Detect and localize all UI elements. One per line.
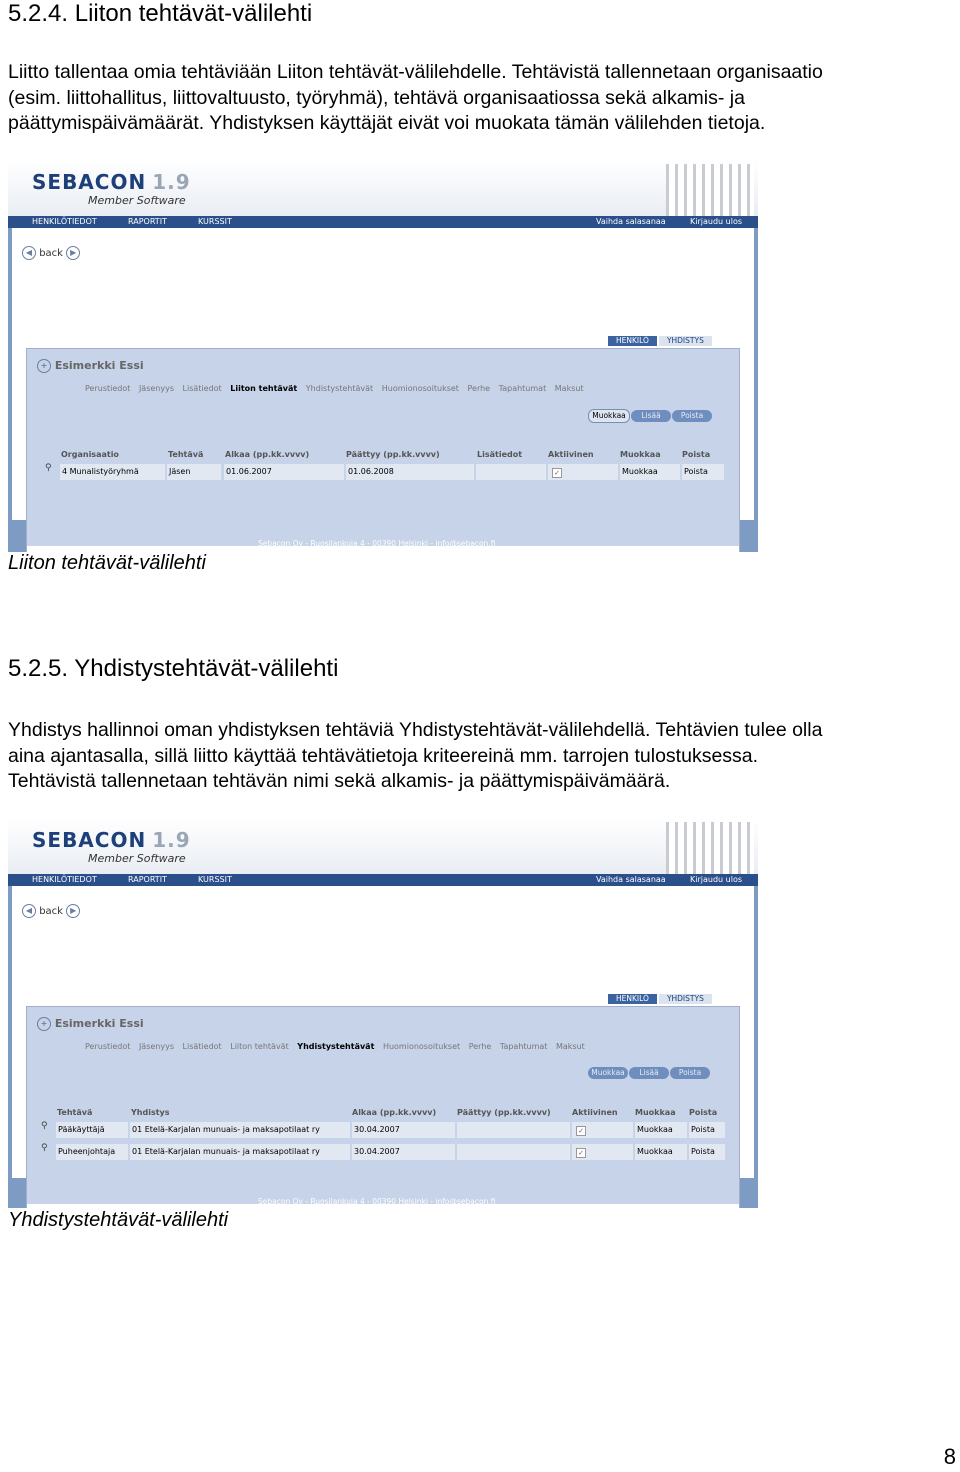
sub-tabs [85,384,590,393]
back-arrow-icon[interactable]: ◀ [22,904,36,918]
nav-kirjaudu-ulos[interactable]: Kirjaudu ulos [690,217,742,226]
tab-perustiedot[interactable]: Perustiedot [85,1042,131,1051]
tab-henkilo[interactable]: HENKILÖ [608,994,657,1004]
section-heading-yhdistystehtavat: 5.2.5. Yhdistystehtävät-välilehti [8,655,339,682]
col-header: Alkaa (pp.kk.vvvv) [225,450,310,459]
tab-maksut[interactable]: Maksut [554,384,584,393]
tab-liiton-tehtavat[interactable]: Liiton tehtävät [230,1042,289,1051]
col-header: Organisaatio [61,450,119,459]
tab-perhe[interactable]: Perhe [468,1042,492,1051]
magnifier-icon[interactable]: ⚲ [45,463,52,473]
person-title: + Esimerkki Essi [37,359,144,373]
table-cell: 30.04.2007 [352,1144,455,1160]
paragraph-line: aina ajantasalla, sillä liitto käyttää tehtävätietoja kriteereinä mm. tarrojen tulostuksessa. [8,744,759,767]
magnifier-icon[interactable]: ⚲ [41,1121,48,1131]
person-tabs [606,994,712,1004]
edit-row-link[interactable]: Muokkaa [635,1122,687,1138]
edit-button[interactable]: Muokkaa [588,1067,628,1079]
nav-kurssit[interactable]: KURSSIT [198,217,232,226]
app-footer: Sebacon Oy - Ruosilankuja 4 - 00390 Helsinki - info@sebacon.fi [258,539,496,548]
active-checkbox[interactable]: ✓ [576,1126,586,1136]
app-logo: SEBACON 1.9 [32,170,191,194]
col-header: Tehtävä [168,450,204,459]
app-header [8,818,758,874]
col-header: Alkaa (pp.kk.vvvv) [352,1108,437,1117]
header-stripes [666,822,754,874]
delete-row-link[interactable]: Poista [689,1122,725,1138]
col-header: Muokkaa [635,1108,676,1117]
delete-button[interactable]: Poista [672,410,712,422]
paragraph-line: (esim. liittohallitus, liittovaltuusto, työryhmä), tehtävä organisaatiossa sekä alkamis- ja [8,86,745,109]
content-panel [12,886,754,1178]
app-logo: SEBACON 1.9 [32,828,191,852]
forward-arrow-icon[interactable]: ▶ [66,246,80,260]
nav-kirjaudu-ulos[interactable]: Kirjaudu ulos [690,875,742,884]
tab-jasenyys[interactable]: Jäsenyys [138,1042,174,1051]
col-header: Poista [682,450,711,459]
section-paragraph-1 [8,60,953,137]
action-buttons [587,1067,710,1079]
nav-henkilotiedot[interactable]: HENKILÖTIEDOT [32,217,97,226]
add-button[interactable]: Lisää [631,410,671,422]
person-icon: + [37,1017,51,1031]
delete-row-link[interactable]: Poista [689,1144,725,1160]
tab-liiton-tehtavat[interactable]: Liiton tehtävät [230,384,298,393]
tab-huomionosoitukset[interactable]: Huomionosoitukset [381,384,459,393]
table-cell: 01.06.2008 [346,464,474,480]
tab-lisatiedot[interactable]: Lisätiedot [182,1042,222,1051]
screenshot-yhdistystehtavat [8,818,758,1208]
nav-vaihda-salasanaa[interactable]: Vaihda salasanaa [596,217,666,226]
table-cell: Jäsen [167,464,221,480]
nav-raportit[interactable]: RAPORTIT [128,217,167,226]
tab-huomionosoitukset[interactable]: Huomionosoitukset [382,1042,461,1051]
paragraph-line: päättymispäivämäärät. Yhdistyksen käyttäjät eivät voi muokata tämän välilehden tietoja. [8,112,766,134]
figure-caption-1: Liiton tehtävät-välilehti [8,552,206,574]
magnifier-icon[interactable]: ⚲ [41,1143,48,1153]
table-cell [457,1144,570,1160]
app-header [8,160,758,216]
person-panel [26,348,740,548]
tab-perustiedot[interactable]: Perustiedot [85,384,131,393]
table-cell: 4 Munalistyöryhmä [60,464,165,480]
paragraph-line: Tehtävistä tallennetaan tehtävän nimi sekä alkamis- ja päättymispäivämäärä. [8,770,671,792]
active-checkbox[interactable]: ✓ [552,468,562,478]
app-footer: Sebacon Oy - Ruosilankuja 4 - 00390 Helsinki - info@sebacon.fi [258,1197,496,1206]
edit-row-link[interactable]: Muokkaa [620,464,680,480]
app-logo-subtitle: Member Software [88,852,186,865]
tab-yhdistystehtavat[interactable]: Yhdistystehtävät [297,1042,375,1051]
person-icon: + [37,359,51,373]
col-header: Yhdistys [131,1108,170,1117]
tab-maksut[interactable]: Maksut [555,1042,585,1051]
section-paragraph-2 [8,718,953,795]
table-cell: Puheenjohtaja [56,1144,128,1160]
tab-yhdistystehtavat[interactable]: Yhdistystehtävät [305,384,374,393]
tab-tapahtumat[interactable]: Tapahtumat [499,1042,548,1051]
table-cell: 01 Etelä-Karjalan munuais- ja maksapotilaat ry [130,1144,350,1160]
tab-jasenyys[interactable]: Jäsenyys [138,384,174,393]
forward-arrow-icon[interactable]: ▶ [66,904,80,918]
active-checkbox[interactable]: ✓ [576,1148,586,1158]
table-cell [476,464,546,480]
col-header: Päättyy (pp.kk.vvvv) [346,450,440,459]
delete-row-link[interactable]: Poista [682,464,724,480]
table-cell: 01 Etelä-Karjalan munuais- ja maksapotilaat ry [130,1122,350,1138]
col-header: Aktiivinen [572,1108,618,1117]
content-panel [12,228,754,520]
table-cell: 01.06.2007 [224,464,344,480]
app-navbar [8,874,758,886]
nav-raportit[interactable]: RAPORTIT [128,875,167,884]
tab-lisatiedot[interactable]: Lisätiedot [182,384,222,393]
person-panel [26,1006,740,1206]
table-cell: Pääkäyttäjä [56,1122,128,1138]
app-logo-subtitle: Member Software [88,194,186,207]
table-cell [457,1122,570,1138]
add-button[interactable]: Lisää [629,1067,669,1079]
back-row [22,246,80,260]
edit-row-link[interactable]: Muokkaa [635,1144,687,1160]
table-cell: 30.04.2007 [352,1122,455,1138]
paragraph-line: Yhdistys hallinnoi oman yhdistyksen tehtäviä Yhdistystehtävät-välilehdellä. Tehtävien tulee olla [8,719,823,741]
nav-vaihda-salasanaa[interactable]: Vaihda salasanaa [596,875,666,884]
action-buttons [587,409,712,423]
tab-henkilo[interactable]: HENKILÖ [608,336,657,346]
screenshot-liiton-tehtavat [8,160,758,552]
col-header: Tehtävä [57,1108,93,1117]
tab-yhdistys[interactable]: YHDISTYS [659,336,712,346]
page-number: 8 [943,1444,956,1469]
paragraph-line: Liitto tallentaa omia tehtäviään Liiton tehtävät-välilehdelle. Tehtävistä tallennetaan organisaatio [8,61,823,83]
header-stripes [666,164,754,216]
person-tabs [606,336,712,346]
col-header: Poista [689,1108,718,1117]
app-navbar [8,216,758,228]
tab-tapahtumat[interactable]: Tapahtumat [498,384,547,393]
section-heading-liiton-tehtavat: 5.2.4. Liiton tehtävät-välilehti [8,0,313,27]
col-header: Lisätiedot [477,450,523,459]
delete-button[interactable]: Poista [670,1067,710,1079]
back-link[interactable]: back [39,906,63,917]
back-link[interactable]: back [39,248,63,259]
tab-perhe[interactable]: Perhe [467,384,491,393]
back-arrow-icon[interactable]: ◀ [22,246,36,260]
edit-button[interactable]: Muokkaa [588,409,630,423]
col-header: Päättyy (pp.kk.vvvv) [457,1108,551,1117]
person-title: + Esimerkki Essi [37,1017,144,1031]
nav-henkilotiedot[interactable]: HENKILÖTIEDOT [32,875,97,884]
col-header: Aktiivinen [548,450,594,459]
back-row [22,904,80,918]
tab-yhdistys[interactable]: YHDISTYS [659,994,712,1004]
sub-tabs [85,1042,591,1051]
nav-kurssit[interactable]: KURSSIT [198,875,232,884]
col-header: Muokkaa [620,450,661,459]
figure-caption-2: Yhdistystehtävät-välilehti [8,1209,229,1231]
